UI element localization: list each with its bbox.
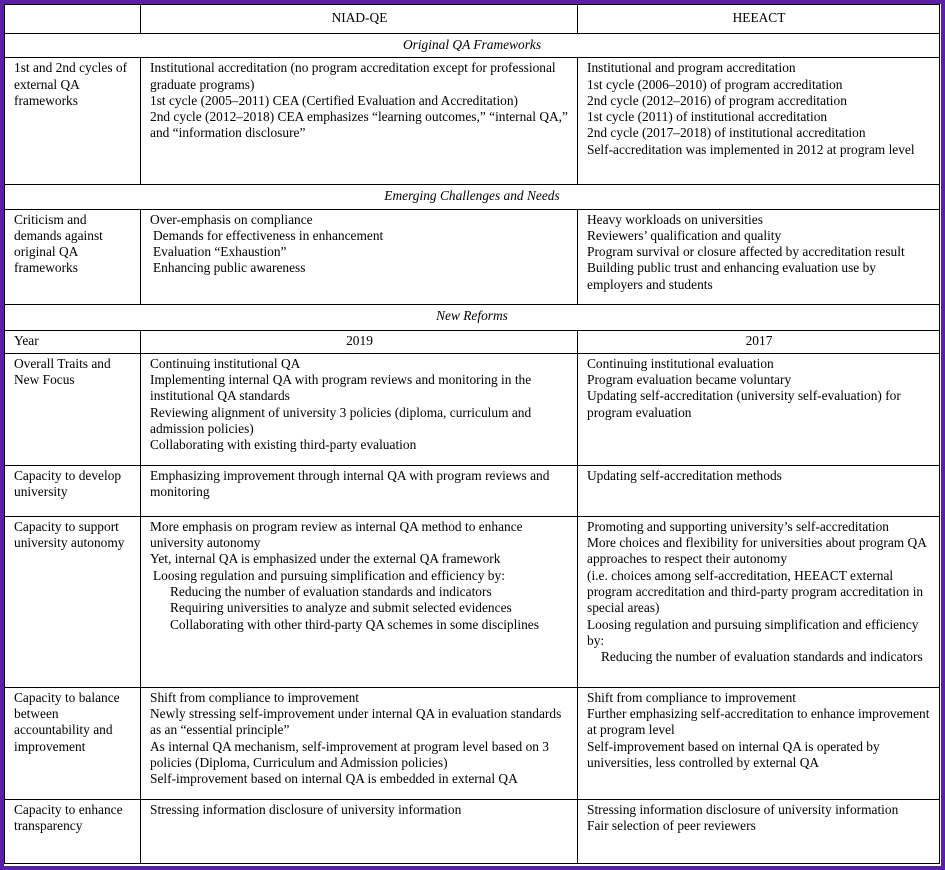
list-item: 1st cycle (2006–2010) of program accreditation bbox=[587, 76, 843, 92]
list-item: Program evaluation became voluntary bbox=[587, 372, 792, 388]
list-item: Enhancing public awareness bbox=[153, 260, 306, 276]
list-item: More choices and flexibility for universities about program QA approaches to respect their autonomy bbox=[587, 535, 927, 567]
list-item: Collaborating with existing third-party evaluation bbox=[150, 437, 417, 453]
list-item: 1st cycle (2011) of institutional accreditation bbox=[587, 109, 828, 125]
section-emerging-challenges: Emerging Challenges and Needs bbox=[5, 185, 940, 209]
section-row bbox=[5, 34, 940, 58]
list-item: Heavy workloads on universities bbox=[587, 211, 763, 227]
row-label-year: Year bbox=[5, 330, 141, 353]
niad-balance-cell bbox=[141, 687, 578, 799]
list-item: Emphasizing improvement through internal QA with program reviews and monitoring bbox=[150, 467, 550, 500]
list-item: Updating self-accreditation (university self-evaluation) for program evaluation bbox=[587, 388, 901, 420]
list-item: 2nd cycle (2012–2016) of program accreditation bbox=[587, 92, 847, 108]
header-niad-qe: NIAD-QE bbox=[141, 5, 578, 34]
list-item: Requiring universities to analyze and submit selected evidences bbox=[170, 600, 512, 616]
niad-autonomy-cell bbox=[141, 516, 578, 687]
list-item: Reviewing alignment of university 3 policies (diploma, curriculum and admission policies) bbox=[150, 404, 532, 437]
list-item: Collaborating with other third-party QA schemes in some disciplines bbox=[170, 616, 539, 632]
list-item: As internal QA mechanism, self-improvement at program level based on 3 policies (Diploma, Curriculum and Admission policies) bbox=[150, 738, 550, 771]
section-row bbox=[5, 185, 940, 209]
qa-comparison-table bbox=[4, 4, 940, 864]
row-label-balance: Capacity to balance between accountability and improvement bbox=[5, 687, 141, 799]
niad-cycles-cell bbox=[141, 58, 578, 185]
row-label-autonomy: Capacity to support university autonomy bbox=[5, 516, 141, 687]
list-item: Yet, internal QA is emphasized under the external QA framework bbox=[150, 551, 501, 567]
list-item: Newly stressing self-improvement under internal QA in evaluation standards as an “essential principle” bbox=[150, 706, 562, 738]
list-item: Continuing institutional QA bbox=[150, 355, 301, 371]
list-item: Evaluation “Exhaustion” bbox=[153, 244, 287, 260]
list-item: 1st cycle (2005–2011) CEA (Certified Evaluation and Accreditation) bbox=[150, 92, 519, 108]
niad-traits-cell bbox=[141, 353, 578, 465]
heeact-transparency-cell bbox=[578, 799, 940, 863]
list-item: More emphasis on program review as internal QA method to enhance university autonomy bbox=[150, 518, 523, 551]
table-row bbox=[5, 516, 940, 687]
list-item: Over-emphasis on compliance bbox=[150, 211, 313, 227]
table-row bbox=[5, 799, 940, 863]
row-label-criticism: Criticism and demands against original QA frameworks bbox=[5, 209, 141, 304]
row-label-develop: Capacity to develop university bbox=[5, 465, 141, 516]
list-item: Loosing regulation and pursuing simplification and efficiency by: bbox=[587, 616, 919, 648]
list-item: Demands for effectiveness in enhancement bbox=[153, 227, 384, 243]
list-item: Reducing the number of evaluation standards and indicators bbox=[170, 584, 492, 600]
list-item: Reducing the number of evaluation standards and indicators bbox=[601, 649, 923, 665]
header-heeact: HEEACT bbox=[578, 5, 940, 34]
table-row bbox=[5, 58, 940, 185]
table-row bbox=[5, 353, 940, 465]
list-item: Building public trust and enhancing evaluation use by employers and students bbox=[587, 260, 876, 292]
heeact-criticism-cell bbox=[578, 209, 940, 304]
list-item: Self-accreditation was implemented in 2012 at program level bbox=[587, 141, 915, 157]
list-item: Stressing information disclosure of university information bbox=[587, 801, 899, 817]
header-row bbox=[5, 5, 940, 34]
list-item: Shift from compliance to improvement bbox=[150, 689, 359, 705]
table-row bbox=[5, 465, 940, 516]
list-item: Self-improvement based on internal QA is embedded in external QA bbox=[150, 771, 518, 787]
list-item: 2nd cycle (2012–2018) CEA emphasizes “learning outcomes,” “internal QA,” and “information disclosure” bbox=[150, 109, 568, 141]
list-item: Stressing information disclosure of university information bbox=[150, 801, 462, 817]
section-row bbox=[5, 304, 940, 330]
row-label-transparency: Capacity to enhance transparency bbox=[5, 799, 141, 863]
list-item: (i.e. choices among self-accreditation, HEEACT external program accreditation and third-party program accreditation in special areas) bbox=[587, 567, 924, 616]
list-item: Continuing institutional evaluation bbox=[587, 355, 774, 371]
niad-transparency-cell bbox=[141, 799, 578, 863]
niad-year: 2019 bbox=[141, 330, 578, 353]
list-item: Reviewers’ qualification and quality bbox=[587, 227, 782, 243]
table-row bbox=[5, 687, 940, 799]
heeact-traits-cell bbox=[578, 353, 940, 465]
list-item: Promoting and supporting university’s self-accreditation bbox=[587, 518, 889, 534]
niad-criticism-cell bbox=[141, 209, 578, 304]
heeact-balance-cell bbox=[578, 687, 940, 799]
list-item: Updating self-accreditation methods bbox=[587, 467, 782, 483]
heeact-cycles-cell bbox=[578, 58, 940, 185]
table-row bbox=[5, 330, 940, 353]
list-item: Program survival or closure affected by accreditation result bbox=[587, 244, 905, 260]
header-blank-cell bbox=[5, 5, 141, 34]
niad-develop-cell bbox=[141, 465, 578, 516]
list-item: Institutional and program accreditation bbox=[587, 60, 796, 76]
heeact-develop-cell bbox=[578, 465, 940, 516]
table-row bbox=[5, 209, 940, 304]
heeact-autonomy-cell bbox=[578, 516, 940, 687]
section-original-qa-frameworks: Original QA Frameworks bbox=[5, 34, 940, 58]
list-item: Shift from compliance to improvement bbox=[587, 689, 796, 705]
section-new-reforms: New Reforms bbox=[5, 304, 940, 330]
list-item: Fair selection of peer reviewers bbox=[587, 818, 756, 834]
list-item: 2nd cycle (2017–2018) of institutional accreditation bbox=[587, 125, 866, 141]
row-label-cycles: 1st and 2nd cycles of external QA frameworks bbox=[5, 58, 141, 185]
row-label-traits: Overall Traits and New Focus bbox=[5, 353, 141, 465]
list-item: Implementing internal QA with program reviews and monitoring in the institutional QA standards bbox=[150, 372, 532, 404]
list-item: Self-improvement based on internal QA is operated by universities, less controlled by external QA bbox=[587, 738, 880, 771]
list-item: Loosing regulation and pursuing simplification and efficiency by: bbox=[153, 567, 505, 583]
table-frame bbox=[4, 4, 941, 866]
heeact-year: 2017 bbox=[578, 330, 940, 353]
list-item: Institutional accreditation (no program accreditation except for professional graduate programs) bbox=[150, 60, 556, 92]
list-item: Further emphasizing self-accreditation to enhance improvement at program level bbox=[587, 706, 930, 738]
